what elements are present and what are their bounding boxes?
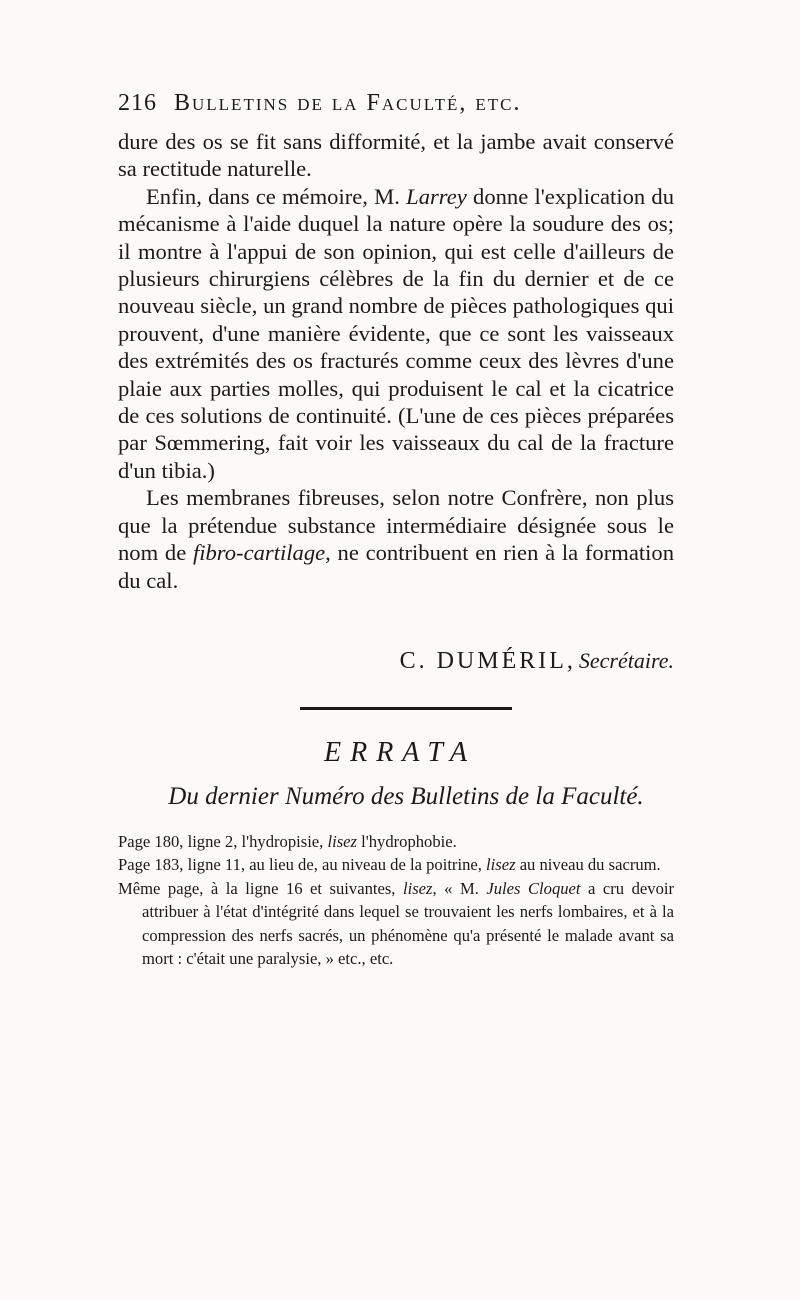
signatory-name: C. DUMÉRIL: [399, 648, 567, 674]
errata-text: au niveau du sacrum.: [515, 855, 661, 875]
errata-item: [118, 830, 674, 853]
author-name: Jules Cloquet: [486, 878, 581, 898]
page-number: 216: [118, 90, 157, 116]
errata-item: [118, 853, 674, 876]
paragraph-membranes: [118, 484, 674, 594]
author-name: Larrey: [406, 183, 467, 209]
paragraph-larrey: [118, 183, 674, 484]
term: fibro-cartilage: [192, 540, 326, 566]
paragraph-continuation: dure des os se fit sans difformité, et la jambe avait conservé sa rectitude naturelle.: [118, 129, 674, 182]
signature: C. DUMÉRIL, Secrétaire.: [399, 648, 674, 674]
errata-text: , « M.: [432, 878, 487, 898]
section-divider: [300, 707, 512, 710]
errata-item: [118, 877, 674, 971]
errata-text: l'hydrophobie.: [356, 832, 457, 851]
errata-heading: ERRATA: [324, 737, 476, 768]
errata-text: Page 180, ligne 2, l'hydropisie,: [118, 832, 328, 851]
paragraph-text: donne l'explication du mécanisme à l'aide duquel la nature opère la soudure des os; il montre à l'appui de son opinion, qui est celle d'ailleurs de plusieurs chirurgiens célèbres de la fin du dernier et de ce nouveau siècle, un grand nombre de pièces pathologiques qui prouvent, d'une manière évidente, que ce sont les vaisseaux des extrémités des os fracturés comme ceux des lèvres d'une plaie aux parties molles, qui produisent le cal et la cicatrice de ces solutions de continuité. (L'une de ces pièces préparées par Sœmmering, fait voir les vaisseaux du cal de la fracture d'un tibia.): [118, 183, 675, 483]
errata-lisez: lisez: [327, 832, 357, 851]
paragraph-text: , ne contribuent en rien à la formation du cal.: [118, 540, 674, 593]
paragraph-text: Enfin, dans ce mémoire, M.: [146, 183, 407, 209]
errata-lisez: lisez: [402, 878, 433, 898]
running-title: Bulletins de la Faculté, etc.: [174, 90, 522, 116]
errata-text: Même page, à la ligne 16 et suivantes,: [118, 878, 403, 898]
signatory-role: Secrétaire.: [578, 648, 674, 673]
body-text: [118, 128, 674, 594]
errata-subtitle: Du dernier Numéro des Bulletins de la Faculté.: [168, 783, 644, 810]
paragraph-text: Les membranes fibreuses, selon notre Confrère, non plus que la prétendue substance intermédiaire désignée sous le nom de: [118, 485, 674, 566]
running-head: [118, 90, 678, 117]
errata-lisez: lisez: [486, 855, 516, 875]
errata-text: Page 183, ligne 11, au lieu de, au niveau de la poitrine,: [118, 855, 487, 875]
errata-text: a cru devoir attribuer à l'état d'intégrité dans lequel se trouvaient les nerfs lombaires, et à la compression des nerfs sacrés, un phénomène qu'a présenté le malade avant sa mort : c'était une paralysie, » etc., etc.: [142, 878, 675, 969]
errata-list: [118, 830, 674, 970]
